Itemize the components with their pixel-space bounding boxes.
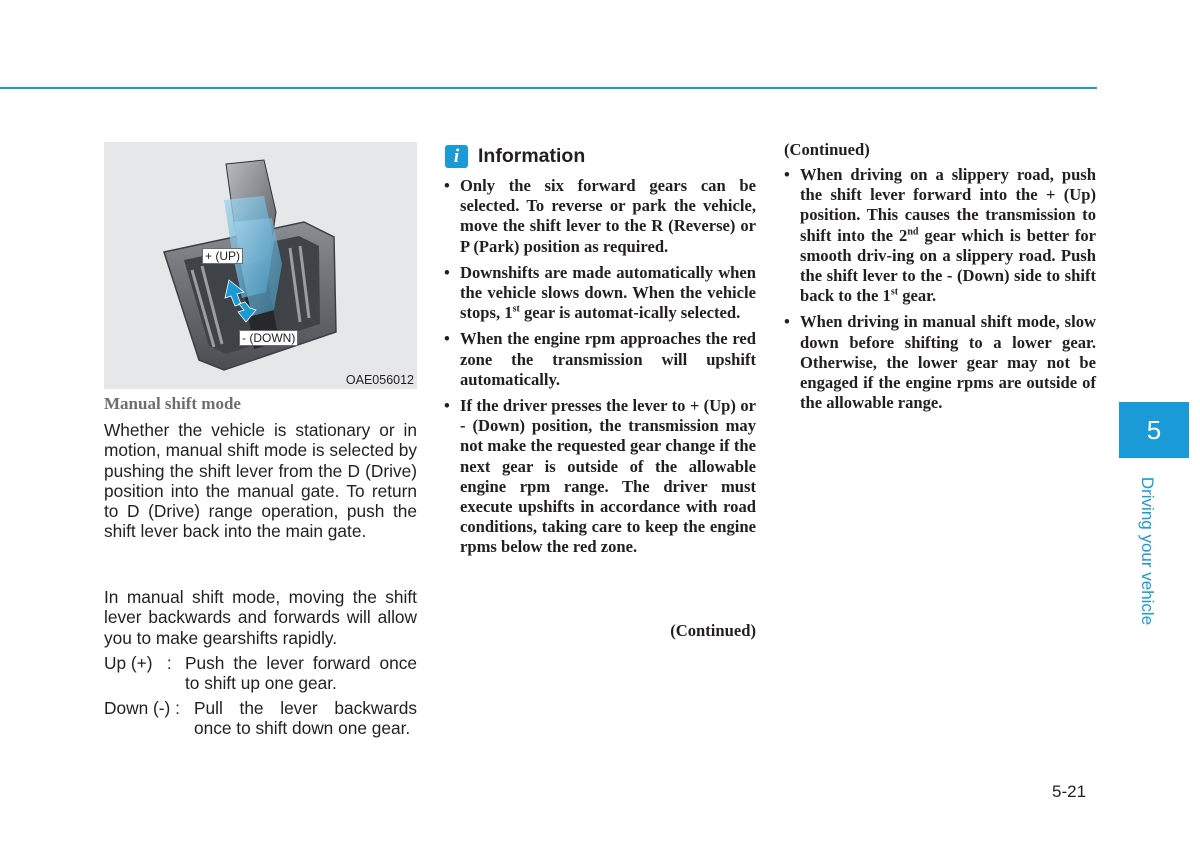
chapter-title-tab: Driving your vehicle [1138,476,1157,626]
chapter-number-tab: 5 [1119,402,1189,458]
shift-lever-illustration [104,142,417,389]
continued-label: (Continued) [670,621,756,640]
definition-down [104,698,417,739]
information-title: Information [478,145,586,167]
continued-header: (Continued) [784,140,870,159]
definition-up [104,653,417,694]
page-number: 5-21 [1052,782,1087,801]
section-title: Manual shift mode [104,394,241,413]
gearshift-paragraph: In manual shift mode, moving the shift lever backwards and forwards will allow you to make gearshifts rapidly. [104,587,417,648]
information-list [444,176,756,564]
list-item: • When driving in manual shift mode, slow down before shifting to a lower gear. Otherwise, the lower gear may not be engaged if the engine rpms are outside of the allowable range. [784,312,1096,413]
definition-down-term: Down (-) : [104,698,180,718]
figure-code: OAE056012 [345,373,414,387]
down-callout: - (DOWN) [239,330,298,346]
header-rule [0,87,1097,89]
up-callout: + (UP) [202,248,243,264]
info-icon: i [445,145,468,168]
list-item: • When driving on a slippery road, push the shift lever forward into the + (Up) position. This causes the transmission to shift into the 2nd gear which is better for smooth driv-ing on a slippery road. Push the shift lever to the - (Down) side to shift back to the 1st gear. [784,165,1096,306]
list-item: • Downshifts are made automatically when the vehicle slows down. When the vehicle stops, 1st gear is automat-ically selected. [444,263,756,324]
information-list-continued [784,165,1096,419]
list-item: • If the driver presses the lever to + (Up) or - (Down) position, the transmission may not make the requested gear change if the next gear is outside of the allowable engine rpm range. The driver must execute upshifts in accordance with road conditions, taking care to keep the engine rpms below the red zone. [444,396,756,558]
definition-up-text: Push the lever forward once to shift up one gear. [185,653,417,694]
information-header [445,145,585,168]
intro-paragraph: Whether the vehicle is stationary or in motion, manual shift mode is selected by pushing the shift lever from the D (Drive) position into the manual gate. To return to D (Drive) range operation, push the shift lever back into the main gate. [104,420,417,542]
list-item: • Only the six forward gears can be selected. To reverse or park the vehicle, move the shift lever to the R (Reverse) or P (Park) position as required. [444,176,756,257]
list-item: • When the engine rpm approaches the red zone the transmission will upshift automatically. [444,329,756,390]
definition-down-text: Pull the lever backwards once to shift down one gear. [194,698,417,739]
shift-lever-figure [104,142,417,389]
definition-up-term: Up (+) : [104,653,172,673]
